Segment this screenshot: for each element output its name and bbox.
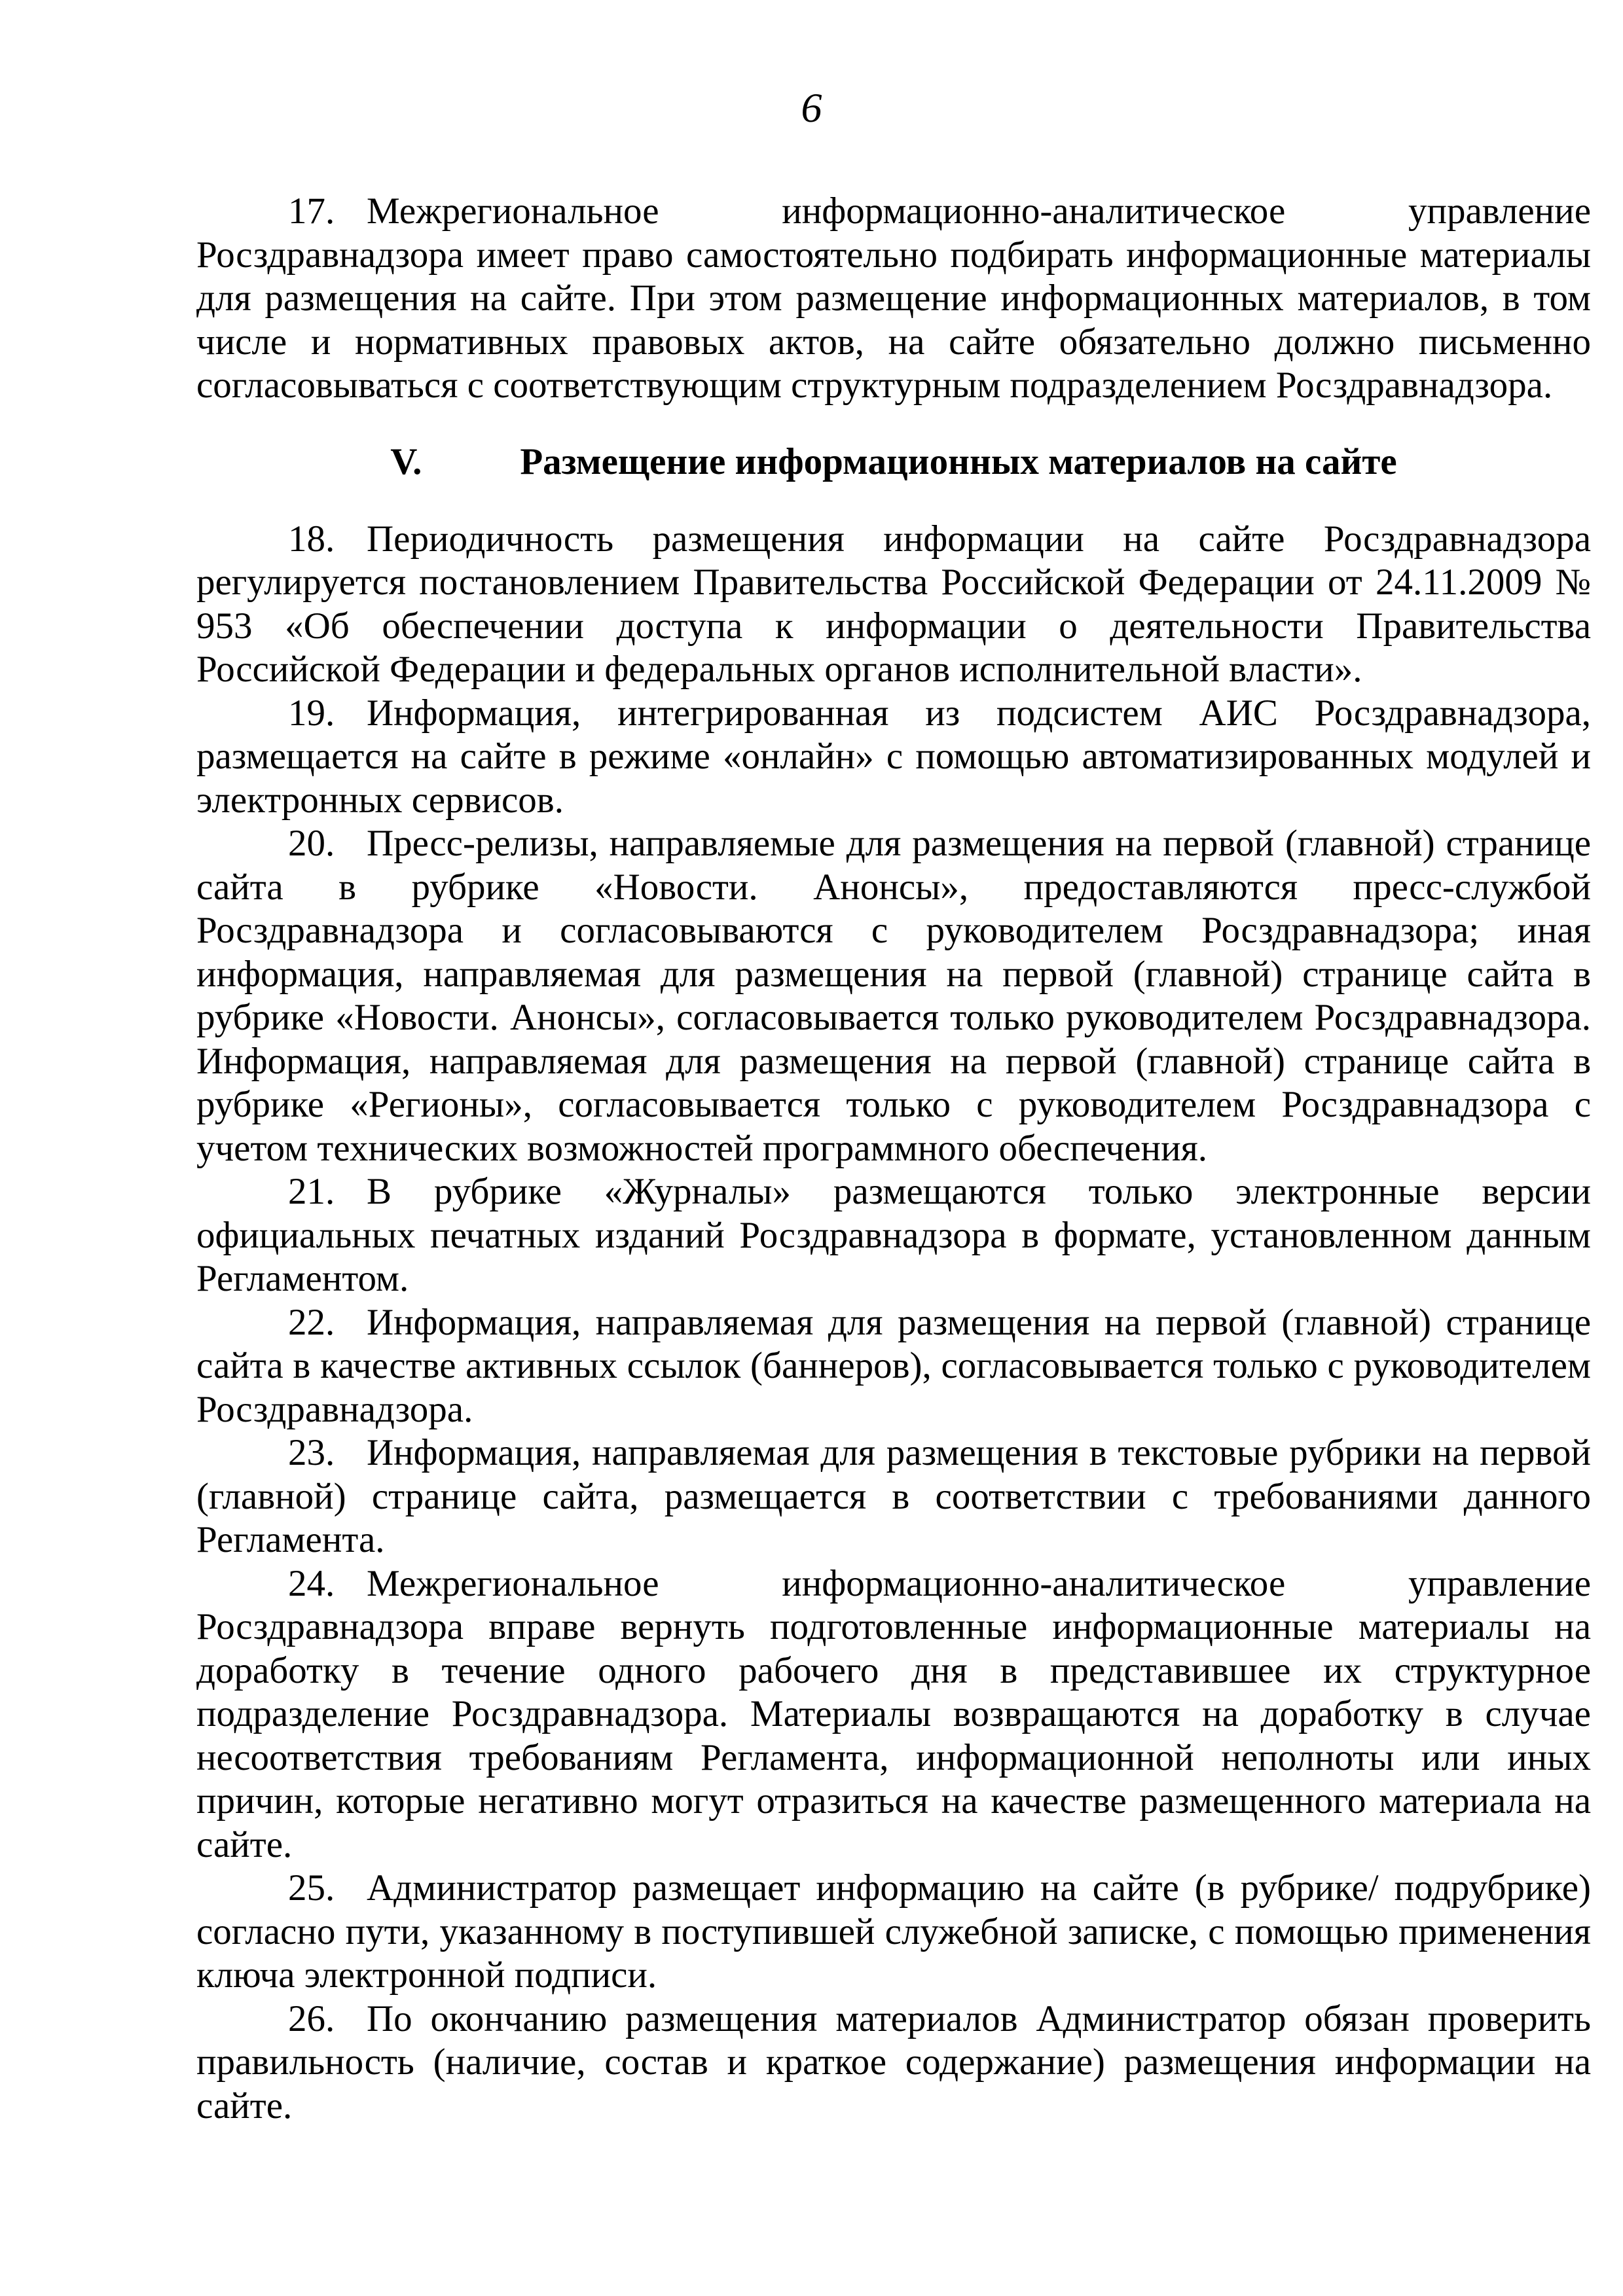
section-title: Размещение информационных материалов на сайте bbox=[520, 440, 1397, 482]
section-number: V. bbox=[390, 440, 422, 482]
paragraph-text: Межрегиональное информационно-аналитическое управление Росздравнадзора имеет право самостоятельно подбирать информационные материалы для размещения на сайте. При этом размещение информационных материалов, в том числе и нормативных правовых актов, на сайте обязательно должно письменно согласовываться с соответствующим структурным подразделением Росздравнадзора. bbox=[196, 190, 1591, 406]
paragraph-18 bbox=[196, 518, 1591, 692]
paragraph-20 bbox=[196, 822, 1591, 1170]
paragraph-text: В рубрике «Журналы» размещаются только электронные версии официальных печатных изданий Росздравнадзора в формате, установленном данным Регламентом. bbox=[196, 1171, 1591, 1299]
paragraph-text: Информация, интегрированная из подсистем АИС Росздравнадзора, размещается на сайте в режиме «онлайн» с помощью автоматизированных модулей и электронных сервисов. bbox=[196, 692, 1591, 821]
paragraph-text: По окончанию размещения материалов Администратор обязан проверить правильность (наличие, состав и краткое содержание) размещения информации на сайте. bbox=[196, 1998, 1591, 2126]
paragraph-23 bbox=[196, 1431, 1591, 1562]
paragraph-number: 25. bbox=[288, 1867, 335, 1909]
paragraph-17 bbox=[196, 190, 1591, 408]
paragraph-24 bbox=[196, 1562, 1591, 1867]
paragraph-22 bbox=[196, 1301, 1591, 1432]
paragraph-text: Администратор размещает информацию на сайте (в рубрике/ подрубрике) согласно пути, указанному в поступившей служебной записке, с помощью применения ключа электронной подписи. bbox=[196, 1867, 1591, 1996]
paragraph-19 bbox=[196, 692, 1591, 823]
paragraph-number: 22. bbox=[288, 1301, 335, 1343]
paragraph-number: 20. bbox=[288, 823, 335, 864]
paragraph-26 bbox=[196, 1998, 1591, 2128]
paragraph-number: 24. bbox=[288, 1562, 335, 1604]
paragraph-number: 18. bbox=[288, 518, 335, 560]
paragraph-text: Пресс-релизы, направляемые для размещения на первой (главной) странице сайта в рубрике «Новости. Анонсы», предоставляются пресс-службой Росздравнадзора и согласовываются с руководителем Росздравнадзора; иная информация, направляемая для размещения на первой (главной) странице сайта в рубрике «Новости. Анонсы», согласовывается только руководителем Росздравнадзора. Информация, направляемая для размещения на первой (главной) странице сайта в рубрике «Регионы», согласовывается только с руководителем Росздравнадзора с учетом технических возможностей программного обеспечения. bbox=[196, 823, 1591, 1169]
paragraph-text: Информация, направляемая для размещения в текстовые рубрики на первой (главной) странице сайта, размещается в соответствии с требованиями данного Регламента. bbox=[196, 1432, 1591, 1560]
section-heading bbox=[196, 439, 1591, 485]
paragraph-number: 17. bbox=[288, 190, 335, 232]
paragraph-21 bbox=[196, 1170, 1591, 1301]
paragraph-25 bbox=[196, 1867, 1591, 1998]
paragraph-number: 21. bbox=[288, 1171, 335, 1212]
paragraph-number: 23. bbox=[288, 1432, 335, 1473]
paragraph-text: Периодичность размещения информации на сайте Росздравнадзора регулируется постановлением Правительства Российской Федерации от 24.11.2009 № 953 «Об обеспечении доступа к информации о деятельности Правительства Российской Федерации и федеральных органов исполнительной власти». bbox=[196, 518, 1591, 690]
paragraph-text: Межрегиональное информационно-аналитическое управление Росздравнадзора вправе вернуть подготовленные информационные материалы на доработку в течение одного рабочего дня в представившее их структурное подразделение Росздравнадзора. Материалы возвращаются на доработку в случае несоответствия требованиям Регламента, информационной неполноты или иных причин, которые негативно могут отразиться на качестве размещенного материала на сайте. bbox=[196, 1562, 1591, 1865]
paragraph-number: 26. bbox=[288, 1998, 335, 2039]
document-body bbox=[196, 190, 1591, 2128]
page-number: 6 bbox=[801, 84, 822, 131]
paragraph-number: 19. bbox=[288, 692, 335, 734]
paragraph-text: Информация, направляемая для размещения на первой (главной) странице сайта в качестве активных ссылок (баннеров), согласовывается только с руководителем Росздравнадзора. bbox=[196, 1301, 1591, 1430]
